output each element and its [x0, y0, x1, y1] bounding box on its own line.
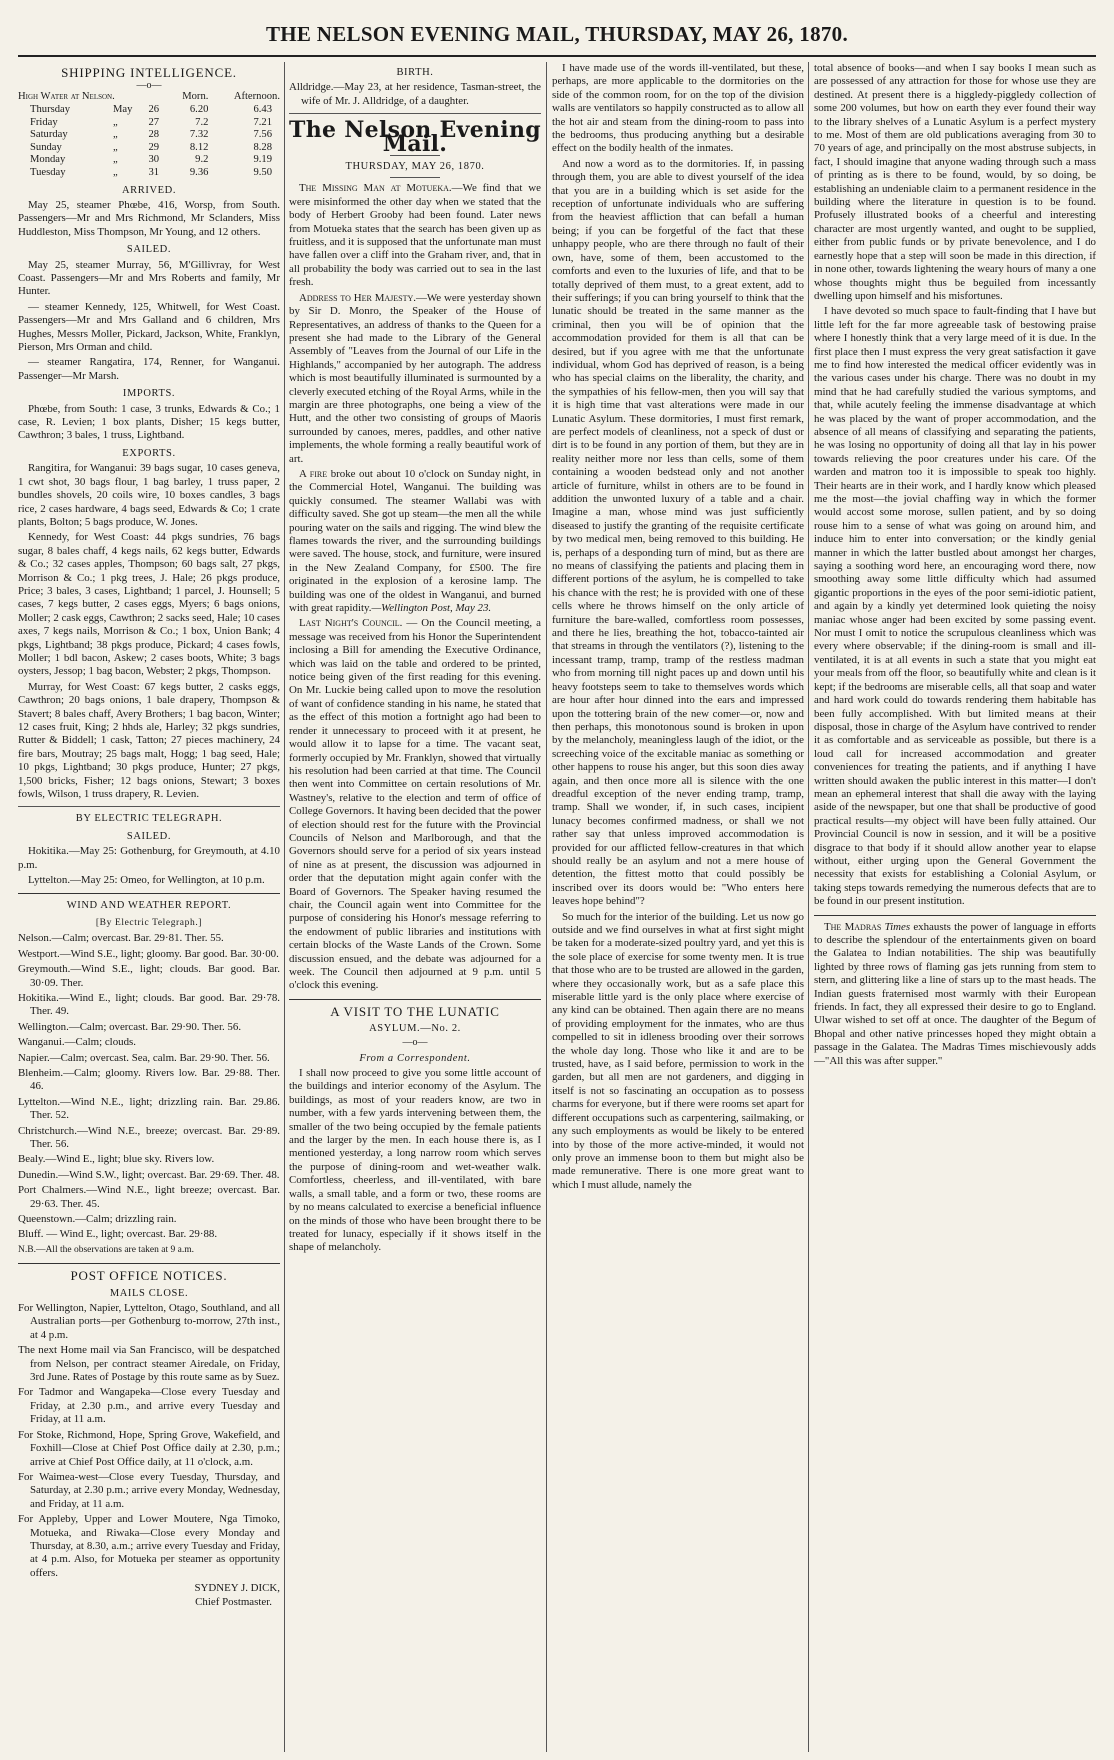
- section-rule: [18, 806, 280, 807]
- section-rule: [18, 893, 280, 894]
- article-body: — On the Council meeting, a message was received from his Honor the Superintendent inclosing a Bill for amending the Executive Ordinance, which was laid on the table and ordered to be printed, notice being given of the first reading for this evening. On Mr. Luckie being called upon to move the resolution of want of confidence standing in his name, he stated that as the effect of this motion a fortnight ago had been to render it unnecessary to proceed with it at present, he would allow it to lapse for a time. The vacant seat, formerly occupied by Mr. Franklyn, showed that virtually his resolution had been carried at that time. The Council then went into Committee on certain resolutions of Mr. Wastney's, relative to the election and term of office of College Governors. It having been decided that the power of election should rest for the future with the Provincial Councils of Nelson and Marlborough, and that the Governors should serve for a period of six years instead of nine as at present, the discussion was adjourned in order that the deputation might again confer with the Board of Governors. The Speaker having resumed the chair, the Council again went into Committee for the purpose of considering his Honor's message referring to the endowment of public libraries and institutions with certain blocks of the Waste Lands of the Crown. Some discussion ensued, and the debate was adjourned for a week. The Council then adjourned at 9 p.m. until 5 o'clock this evening.: [289, 617, 541, 992]
- tide-afternoon-header: Afternoon.: [233, 91, 280, 103]
- article-fire: [289, 468, 541, 615]
- weather-entry: Hokitika.—Wind E., light; clouds. Bar good. Bar. 29·78. Ther. 49.: [18, 991, 280, 1018]
- exports-entry: Kennedy, for West Coast: 44 pkgs sundries, 76 bags sugar, 8 bales chaff, 4 kegs nails, 62 kegs butter, Edwards & Co.; 32 cases apples, Thompson; 60 bags salt, 27 pkgs, Morrison & Co.; 1 pkg trees, J. Hale; 26 pkgs produce, Price; 3 bales, 3 cases, Lightband; 1 parcel, J. Hounsell; 5 cases, 7 kegs butter, 2 cases eggs, Myers; 6 bags onions, Moller; 2 cask eggs, Cawthron; 2 sacks seed, Hale; 10 cases axes, 7 kegs nails, Morrison & Co.; 1 box, Union Bank; 4 pkgs, Lightband; 38 pkgs produce, Pickard; 4 cases fowls, Moller; 1 bdl bacon, Askew; 2 cases boots, White; 3 bags oysters, Jessop; 1 bag bacon, Webster; 2 pkgs, Thompson.: [18, 531, 280, 678]
- weather-entry: Greymouth.—Wind S.E., light; clouds. Bar good. Bar. 30·09. Ther.: [18, 963, 280, 989]
- weather-entry: Nelson.—Calm; overcast. Bar. 29·81. Ther. 55.: [18, 932, 224, 945]
- tide-row: Thursday May 26 6.20 6.43: [30, 104, 272, 115]
- masthead: [0, 0, 1114, 62]
- lunatic-heading: A VISIT TO THE LUNATIC: [330, 1003, 500, 1019]
- weather-entry: Napier.—Calm; overcast. Sea, calm. Bar. 29·90. Ther. 56.: [18, 1051, 270, 1064]
- article-body: —We were yesterday shown by Sir D. Monro, the Speaker of the House of Representatives, an address of thanks to the Queen for a present she had made to the Library of the General Assembly of "Leaves from the Journal of our Life in the Highlands," accompanied by her autograph. The address which is most beautifully illuminated is surmounted by a cleverly executed etching of the Royal Arms, while in the margin are three photographs, one being a view of the Hutt, and the other two consisting of groups of Maoris surrounded by canoes, meres, paddles, and other native implements, the whole forming a really beautiful work of art.: [289, 291, 541, 465]
- column-divider: [284, 62, 285, 1752]
- article-lead: Address to Her Majesty.: [299, 291, 416, 304]
- weather-note: N.B.—All the observations are taken at 9 a.m.: [18, 1244, 194, 1255]
- weather-entry: Bluff. — Wind E., light; overcast. Bar. 29·88.: [18, 1228, 218, 1241]
- exports-heading: EXPORTS.: [122, 447, 176, 459]
- article-body: —We find that we were misinformed the other day when we stated that the body of Herbert Grooby had been found. Later news from Motueka states that the search has been given up as fruitless, and it is supposed that the unfortunate man must have fallen over a cliff into the Graham river, and, that in all probability the body was carried out to sea in the last fresh.: [289, 182, 541, 289]
- lunatic-paragraph: I have made use of the words ill-ventilated, but these, perhaps, are more applicable to the dormitories on the side of the common room, for on the top of the division walls are ventilators so happily constructed as to allow all the hot air and steam from the dining-room to pass into the bedrooms, thus producing anything but a desirable effect on the bodily health of the inmates.: [552, 62, 804, 155]
- tide-row: Saturday „ 28 7.32 7.56: [30, 129, 272, 141]
- weather-entry: Bealy.—Wind E., light; blue sky. Rivers low.: [18, 1153, 215, 1166]
- article-lead: The Madras: [824, 920, 882, 933]
- masthead-rule: [18, 55, 1096, 57]
- imports-text: Phœbe, from South: 1 case, 3 trunks, Edwards & Co.; 1 case, R. Levien; 1 box plants, Disher; 15 kegs butter, Cawthron; 3 bales, 1 truss, Lightband.: [18, 402, 280, 442]
- article-body: broke out about 10 o'clock on Sunday night, in the Commercial Hotel, Wanganui. The building was quickly consumed. The steamer Wallabi was with difficulty saved. She got up steam—the men all the while pouring water on the sails and rigging. The wind blew the flames towards the river, and the surrounding buildings were saved. The house, stock, and furniture, were insured in the New Zealand Company, for £500. The fire originated in the explosion of a kerosine lamp. The building was one of the oldest in Wanganui, and burned with great rapidity.: [289, 467, 541, 615]
- tide-row: Tuesday „ 31 9.36 9.50: [30, 166, 272, 178]
- weather-entry: Blenheim.—Calm; gloomy. Rivers low. Bar. 29·88. Ther. 46.: [18, 1066, 280, 1093]
- column-3: [552, 62, 804, 1752]
- sailed-heading: SAILED.: [126, 244, 172, 256]
- weather-entry: Queenstown.—Calm; drizzling rain.: [18, 1213, 177, 1225]
- section-rule: [18, 1263, 280, 1264]
- weather-entry: Port Chalmers.—Wind N.E., light breeze; overcast. Bar. 29·63. Ther. 45.: [18, 1184, 280, 1210]
- article-body: exhausts the power of language in efforts to describe the splendour of the entertainments given on board the Galatea to Indian notabilities. The ship was beautifully lighted by three rows of flaming gas jets running from stem to stern, and glittering like a line of stars up to the mast heads. The Indian guests fraternised most warmly with their European friends. In fact, they all expressed their desire to go to England. Ulwar wished to set off at once. The daughter of the Begum of Bhopal and other native princesses hoped they might obtain a passage in the Galatea. The Madras Times mischievously adds—"All this was after supper.": [814, 920, 1096, 1067]
- post-office-heading: POST OFFICE NOTICES.: [70, 1268, 228, 1284]
- post-office-signature-title: Chief Postmaster.: [195, 1595, 272, 1608]
- telegraph-heading: BY ELECTRIC TELEGRAPH.: [75, 813, 223, 825]
- article-council: [289, 617, 541, 992]
- weather-heading: WIND AND WEATHER REPORT.: [66, 900, 232, 912]
- lunatic-subheading: ASYLUM.—No. 2.: [369, 1023, 461, 1035]
- sailed-entry: — steamer Kennedy, 125, Whitwell, for West Coast. Passengers—Mr and Mrs Galland and 6 children, Mrs Hughes, Messrs Moller, Pickard, Jackson, White, Franklyn, Pierson, Mrs Orman and child.: [18, 300, 280, 354]
- article-lead-italic: Times: [884, 920, 911, 933]
- telegraph-entry: Lyttelton.—May 25: Omeo, for Wellington, at 10 p.m.: [28, 874, 265, 887]
- tide-row: Friday „ 27 7.2 7.21: [30, 116, 272, 128]
- nameplate-date: THURSDAY, MAY 26, 1870.: [345, 161, 485, 173]
- post-office-entry: For Appleby, Upper and Lower Moutere, Nga Timoko, Motueka, and Riwaka—Close every Monday and Thursday, at 8.30, a.m.; arrive every Tuesday and Friday, at 4 p.m. Also, for Motueka per steamer as opportunity offers.: [18, 1513, 280, 1579]
- lunatic-paragraph: I shall now proceed to give you some little account of the buildings and interior economy of the Asylum. The buildings, as most of your readers know, are two in number, with a few yards intervening between them, the smaller of the two being occupied by the female patients and the larger by the men. In each house there is, as I mentioned yesterday, a long narrow room which serves the purpose of dining-room and wet-weather walk. Comfortless, cheerless, and ill-ventilated, with bare walls, a small table, and a form or two, these rooms are by no means calculated to exercise a beneficial influence on the minds of those who have been brought there to be treated for lunacy, especially if it shows itself in the shape of melancholy.: [289, 1067, 541, 1254]
- post-office-subheading: MAILS CLOSE.: [109, 1287, 189, 1299]
- telegraph-sailed-heading: SAILED.: [126, 830, 172, 842]
- weather-entry: Dunedin.—Wind S.W., light; overcast. Bar. 29·69. Ther. 48.: [18, 1168, 280, 1181]
- lunatic-paragraph: So much for the interior of the building. Let us now go outside and we find ourselves in what at first sight might be taken for a moderate-sized poultry yard, and yet this is the sole place of exercise for some twenty men. It is true that those who are to be trusted are allowed in the garden, where they occasionally work, but as a safe place this miserable little yard is the only place where exercise of any kind can be obtained. Then again there are no means of providing employment for the inmates, who are thus compelled to sit in idleness brooding over their sorrows the whole day long. Those who like it and are to be trusted, have, as I said before, permission to work in the garden, but all men are not gardeners, and digging in itself is not so fascinating an occupation as to possess charms for everyone, but if there were rooms set apart for different occupations such as carpentering, sailmaking, or any such employments as would be likely to be entered into by those of the more active-minded, it would not only prove an immense boon to them but might also be made remunerative. There is one more great want to which I must allude, namely the: [552, 910, 804, 1191]
- masthead-title: THE NELSON EVENING MAIL, THURSDAY, MAY 26, 1870.: [265, 22, 849, 46]
- birth-heading: BIRTH.: [396, 67, 434, 78]
- sailed-entry: — steamer Rangatira, 174, Renner, for Wanganui. Passenger—Mr Marsh.: [18, 356, 280, 382]
- article-lead: A fire: [299, 467, 328, 480]
- telegraph-entry: Hokitika.—May 25: Gothenburg, for Greymouth, at 4.10 p.m.: [18, 845, 280, 871]
- tide-morn-header: Morn.: [182, 91, 209, 103]
- article-source: —Wellington Post, May 23.: [371, 602, 492, 615]
- shipping-heading: SHIPPING INTELLIGENCE.: [61, 65, 237, 80]
- post-office-signature: SYDNEY J. DICK,: [194, 1582, 280, 1595]
- article-address: [289, 292, 541, 466]
- column-2: [289, 62, 541, 1752]
- article-lead: Last Night's Council.: [299, 617, 403, 630]
- tide-heading: High Water at Nelson.: [18, 91, 115, 103]
- exports-entry: Murray, for West Coast: 67 kegs butter, 2 casks eggs, Cawthron; 20 bags onions, 1 bale drapery, Thompson & Stavert; 8 bales chaff, Avery Brothers; 1 bag bacon, Winter; 12 cases fruit, King; 2 hhds ale, Harley; 32 pkgs sundries, Rutter & Biddell; 1 cask, Tatton; 27 pieces machinery, 24 fire bars, Moutray; 25 bags malt, Hogg; 1 bag seed, Hale; 10 pkgs, Lightband; 30 pkgs produce, Hunter; 27 pkgs, 1,500 bricks, Fisher; 12 bags onions, Stewart; 3 boxes fowls, Wilson, 1 truss drapery, R. Levien.: [18, 680, 280, 801]
- weather-entry: Wanganui.—Calm; clouds.: [18, 1036, 136, 1049]
- section-rule: [289, 113, 541, 114]
- weather-entry: Lyttelton.—Wind N.E., light; drizzling rain. Bar. 29.86. Ther. 52.: [18, 1095, 280, 1122]
- weather-entry: Wellington.—Calm; overcast. Bar. 29·90. Ther. 56.: [18, 1020, 242, 1033]
- divider-ornament: —o—: [402, 1036, 428, 1048]
- tide-header-row: [18, 91, 280, 104]
- tide-row: Monday „ 30 9.2 9.19: [30, 154, 272, 166]
- weather-entry: Christchurch.—Wind N.E., breeze; overcast. Bar. 29·89. Ther. 56.: [18, 1124, 280, 1150]
- sailed-entry: May 25, steamer Murray, 56, M'Gillivray, for West Coast. Passengers—Mr and Mrs Roberts and family, Mr Hunter.: [18, 258, 280, 298]
- divider-ornament: —o—: [136, 80, 162, 92]
- arrived-text: May 25, steamer Phœbe, 416, Worsp, from South. Passengers—Mr and Mrs Richmond, Mr Sclanders, Miss Huddleston, Miss Thompson, Mr Young, and 12 others.: [18, 198, 280, 238]
- tide-row: Sunday „ 29 8.12 8.28: [30, 141, 272, 153]
- nameplate-title: The Nelson Evening Mail.: [289, 117, 541, 157]
- column-divider: [808, 62, 809, 1752]
- article-madras: [814, 921, 1096, 1068]
- post-office-entry: For Wellington, Napier, Lyttelton, Otago, Southland, and all Australian ports—per Gothenburg to-morrow, 27th inst., at 4 p.m.: [18, 1302, 280, 1341]
- imports-heading: IMPORTS.: [122, 388, 176, 400]
- article-motueka: [289, 182, 541, 289]
- birth-notice: Alldridge.—May 23, at her residence, Tasman-street, the wife of Mr. J. Alldridge, of a daughter.: [289, 81, 541, 107]
- column-1: [18, 62, 280, 1752]
- post-office-entry: For Waimea-west—Close every Tuesday, Thursday, and Saturday, at 2.30 p.m.; arrive every Monday, Wednesday, and Friday, at 11 a.m.: [18, 1470, 280, 1510]
- lunatic-paragraph: I have devoted so much space to fault-finding that I have but little left for the far more agreeable task of bestowing praise where I honestly think that a very large meed of it is due. In the first place then I must express the very great satisfaction it gave me to find how interested the medical officer evidently was in the various cases under his charge. There was no doubt in my mind that he had carefully studied the various symptoms, and that, while acutely feeling the immense disadvantage at which he was placed by the want of proper accommodation, and the absence of all means of classifying and separating the patients, he was losing no opportunity of doing all that lay in his power towards relieving the poor creatures under his care. Of the warden and matron too it is impossible to speak too highly. Their hearts are in their work, and I hardly know which pleased me the most—the jovial chaffing way in which the former would accost some morose, sullen patient, and by so doing rouse him to a sense of what was going on around him, and induce him to enter into conversation; or the kindly genial manner in which the latter bustled about amongst her charges, saying a soothing word here, an encouraging word there, now smoothing away some little difficulty which had assumed gigantic proportions in the eyes of the poor semi-idiotic patient, and again by a kindly yet determined look quieting the noisy maniac whose anger had been excited by some passing event. Nor must I omit to notice the scrupulous cleanliness which was every where observable; if the dining-room is small and ill-ventilated, it is at all events in such a state that you might eat your meals from off the floor, so beautifully white and clean is it kept; if the bedrooms are miserable cells, all that soap and water and hard work could do towards rendering them habitable has been fully accomplished. With but limited means at their disposal, those in charge of the Asylum have contrived to render it as comfortable and as serviceable as possible, but there is a loud call for increased accommodation and greater conveniences for treating the patients, and if anything I have written should awaken the public interest in this matter—I don't mean an ephemeral interest that shall die away with the laying aside of the newspaper, but one that shall be productive of good practical results—my object will have been fully attained. Our Provincial Council is now in session, and it will be a positive disgrace to that body if it should allow another year to elapse without, either urging upon the General Government the necessity that exists for establishing a Colonial Asylum, or taking steps towards remedying the numerous defects that are to be found in our present institution.: [814, 305, 1096, 908]
- column-4: [814, 62, 1096, 1752]
- post-office-entry: The next Home mail via San Francisco, will be despatched from Nelson, per contract steamer Airedale, on Friday, 3rd June. Rates of Postage by this route same as by Suez.: [18, 1344, 280, 1384]
- tide-table: [18, 91, 280, 179]
- section-rule: [814, 915, 1096, 916]
- article-lead: The Missing Man at Motueka.: [299, 182, 452, 195]
- nameplate-rule: [390, 177, 440, 178]
- lunatic-paragraph: And now a word as to the dormitories. If, in passing through them, you are able to divest yourself of the idea that you are in a building which is set aside for the reception of unfortunate individuals who are suffering from the heaviest affliction that can befall a human being; if you can be forgetful of the fact that these unhappy people, who are there through no fault of their own, have, some of them, been accustomed to the comforts and even to the luxuries of life, and that to be totally deprived of them must, to a great extent, add to their sufferings; if you can bring yourself to think that the lunatic should be treated in the same manner as the criminal, then you will be of opinion that the accommodation provided for them is all that can be desired, but if you agree with me that the unfortunate individual, whom God has deprived of reason, is a being who has special claims on the liberality, the charity, and the sympathies of his fellow-men, then you will say that it is high time that vast alterations were made in our Lunatic Asylum. These dormitories, I must first remark, are perfect models of cleanliness, not a speck of dust or dirt is to be found in any portion of them, but they are in reality neither more nor less than cells, some of them containing a wooden bedstead only and not another article of furniture, whilst in others are to be found in addition the unwonted luxury of a table and a chair. Imagine a man, whose mind was just sufficiently diseased to justify the granting of the requisite certificate by two medical men, being removed to this building. He is, perhaps of a desponding turn of mind, but as there are no means of classifying the patients and placing them in different portions of the asylum, he is compelled to take his chance with the rest; he is provided with one of these cells where he throws himself on the only article of furniture the bare-walled, comfortless room possesses, and there he lies, breathing the hot, tobacco-tainted air that streams in through the ventilators (?), listening to the incessant tramp, tramp, tramp of the restless madman who from morning till night paces up and down until his heavy footsteps seem to take to themselves words which are hour after hour dinned into the ears and impressed upon the tottering brain of the new comer—or, now and then perhaps, this monotonous sound is broken in upon by the melancholy, meaningless laugh of the idiot, or the screeching voice of the excitable maniac as something or other happens to rouse his anger, but this soon dies away again, and then once more all is silence with the one dreadful exception of the never ending tramp, tramp, tramp. Shall we wonder, if, in such cases, incipient lunacy becomes confirmed madness, or shall we not rather say that unless improved accommodation is provided for our afflicted fellow-creatures in that which should really be an asylum and not a mere house of detention, the fittest motto that could possibly be inscribed over its doors would be: "Who enters here leaves hope behind"?: [552, 157, 804, 908]
- exports-entry: Rangitira, for Wanganui: 39 bags sugar, 10 cases geneva, 1 cwt shot, 30 bags flour, 1 bag barley, 1 truss paper, 2 bundles shovels, 20 coils wire, 10 boxes candles, 3 bags rice, 2 cases hardware, 4 bags seed, Edwards & Co; 1 crate plants, Bolton; 5 bags produce, W. Jones.: [18, 462, 280, 528]
- lunatic-paragraph: total absence of books—and when I say books I mean such as are possessed of any attraction for those for whose use they are destined. At present there is a higgledy-piggledy collection of some 200 volumes, but how on earth they ever found their way to the library shelves of a Lunatic Asylum is a perfect mystery to me. Most of them are old publications averaging from 30 to 70 years of age, and principally on the most abstruse subjects, in fact, I should imagine that anyone wading through such a mass of printing as is there to be found, would, by so doing, be establishing an undeniable claim to a permanent residence in the building where the literature in question is to be found. Profusely illustrated books of a cheerful and interesting character are most urgently wanted, and ought to be supplied, either from public funds or by private benevolence, and I do earnestly hope that a step will soon be made in this direction, if in none other, towards lightening the weary hours of many a one whose thoughts might thus be beguiled from incessantly dwelling upon himself and his misfortunes.: [814, 62, 1096, 302]
- column-divider: [546, 62, 547, 1752]
- weather-subheading: [By Electric Telegraph.]: [95, 917, 203, 928]
- weather-entry: Westport.—Wind S.E., light; gloomy. Bar good. Bar. 30·00.: [18, 947, 279, 960]
- section-rule: [289, 999, 541, 1000]
- post-office-entry: For Tadmor and Wangapeka—Close every Tuesday and Friday, at 2.30 p.m., and arrive every Tuesday and Friday, at 11 a.m.: [18, 1386, 280, 1426]
- post-office-entry: For Stoke, Richmond, Hope, Spring Grove, Wakefield, and Foxhill—Close at Chief Post Office daily at 2.30, p.m.; arrive at Chief Post Office daily, at 11 o'clock, a.m.: [18, 1428, 280, 1468]
- arrived-heading: ARRIVED.: [121, 184, 177, 196]
- lunatic-byline: From a Correspondent.: [359, 1052, 471, 1064]
